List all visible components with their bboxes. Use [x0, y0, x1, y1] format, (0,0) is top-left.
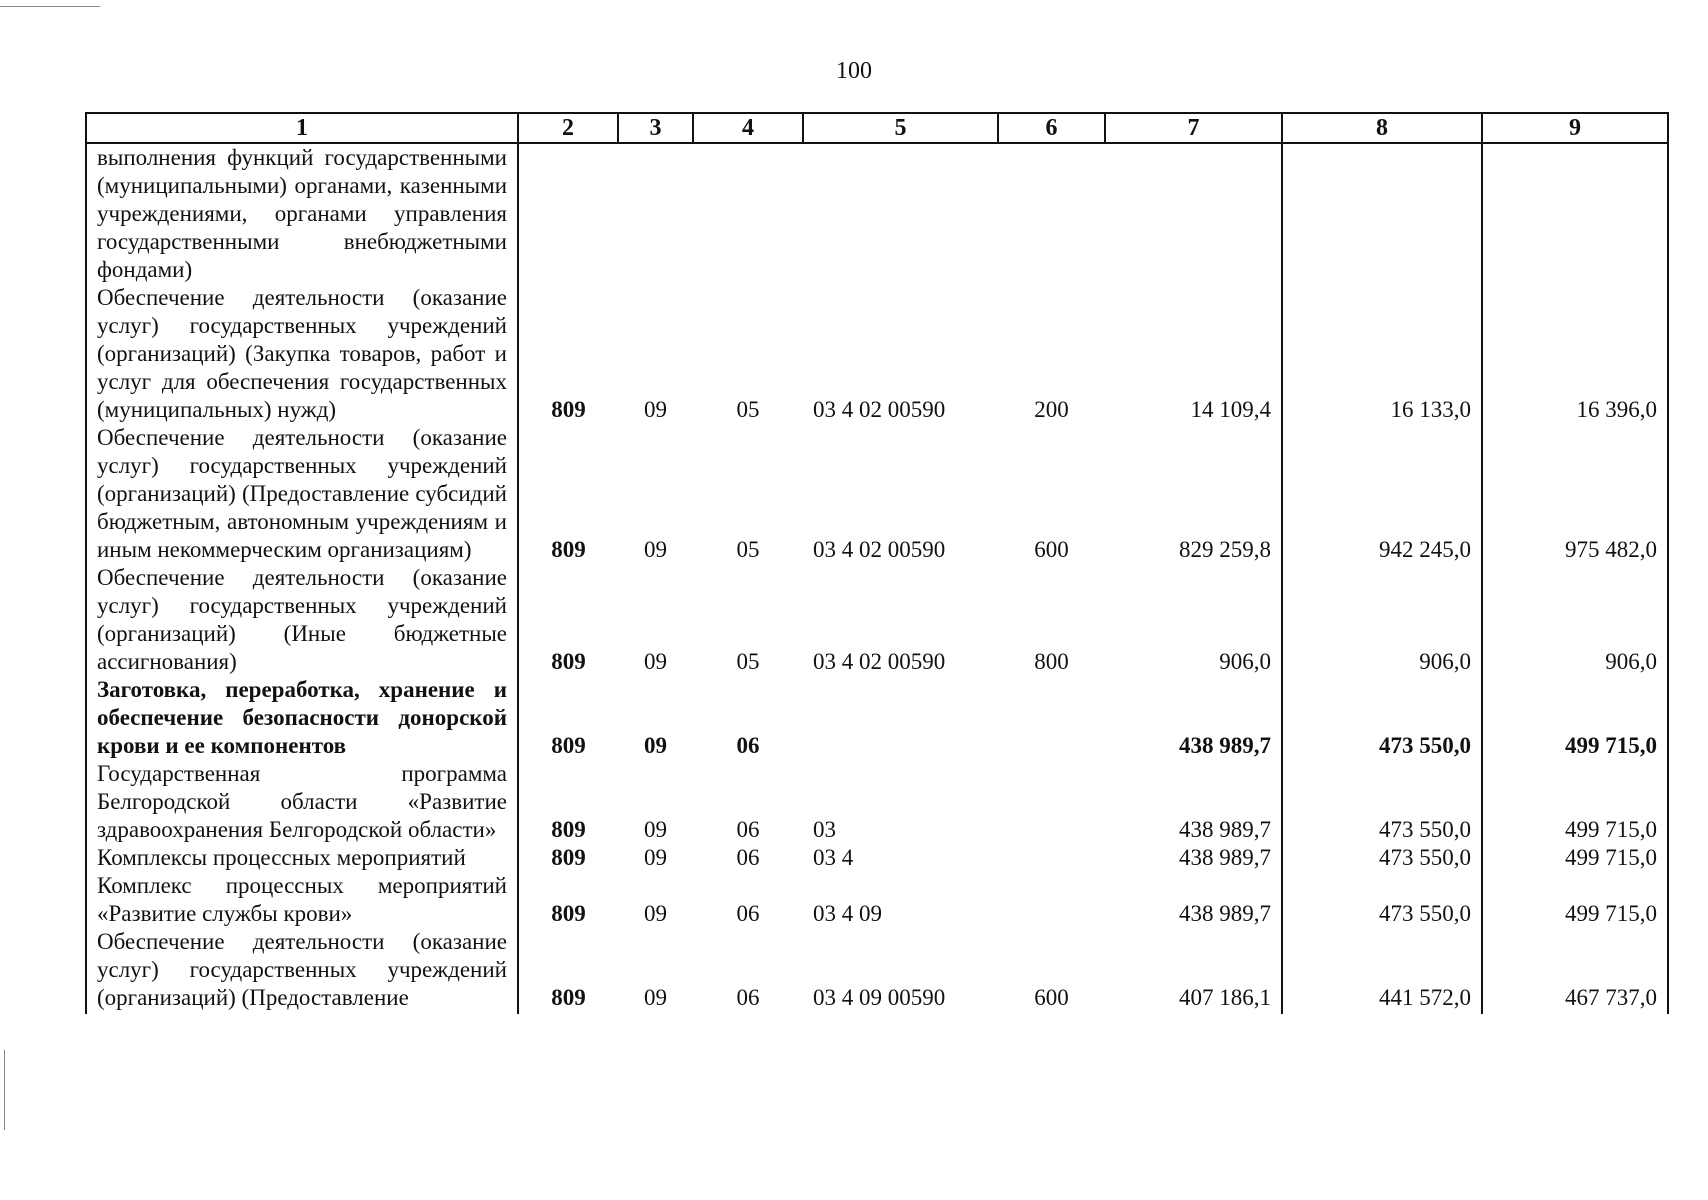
cell-col-7: 438 989,7 — [1105, 844, 1282, 872]
cell-col-3: 09 — [644, 845, 667, 870]
cell-col-4: 06 — [736, 733, 760, 758]
cell-col-8: 942 245,0 — [1282, 424, 1482, 564]
row-description: Комплекс процессных мероприятий «Развитие службы крови» — [86, 872, 518, 928]
cell-col-5: 03 4 09 — [813, 901, 882, 926]
cell-col-7: 438 989,7 — [1105, 760, 1282, 844]
page-number: 100 — [836, 58, 872, 84]
cell-col-4: 06 — [736, 901, 760, 926]
column-header: 4 — [693, 113, 803, 143]
table-row — [86, 928, 1668, 1014]
cell-col-2: 809 — [518, 676, 618, 760]
row-description: Обеспечение деятельности (оказание услуг) государственных учреждений (организаций) (Иные бюджетные ассигнования) — [86, 564, 518, 676]
scan-edge-line — [0, 6, 100, 7]
cell-col-6 — [998, 872, 1105, 928]
table-row — [86, 284, 1668, 424]
row-description: выполнения функций государственными (муниципальными) органами, казенными учреждениями, органами управления государственными внебюджетными фондами) — [86, 143, 518, 284]
cell-col-2: 809 — [518, 424, 618, 564]
cell-col-3: 09 — [644, 649, 667, 674]
table-row — [86, 844, 1668, 872]
cell-col-7: 438 989,7 — [1105, 872, 1282, 928]
column-header: 9 — [1482, 113, 1668, 143]
column-header: 5 — [803, 113, 998, 143]
table-row — [86, 676, 1668, 760]
cell-col-2: 809 — [518, 564, 618, 676]
cell-col-2: 809 — [518, 760, 618, 844]
cell-col-8: 16 133,0 — [1282, 284, 1482, 424]
cell-col-9: 499 715,0 — [1482, 676, 1668, 760]
cell-col-5: 03 4 09 00590 — [813, 985, 946, 1010]
column-header: 6 — [998, 113, 1105, 143]
cell-col-5 — [803, 676, 998, 760]
cell-col-6 — [998, 676, 1105, 760]
cell-col-6: 800 — [1034, 649, 1069, 674]
cell-col-7: 438 989,7 — [1105, 676, 1282, 760]
column-header: 8 — [1282, 113, 1482, 143]
cell-col-8: 473 550,0 — [1282, 844, 1482, 872]
cell-col-3: 09 — [644, 537, 667, 562]
cell-col-3 — [618, 143, 693, 284]
cell-col-6 — [998, 844, 1105, 872]
column-header: 3 — [618, 113, 693, 143]
cell-col-7: 407 186,1 — [1105, 928, 1282, 1014]
cell-col-2: 809 — [518, 872, 618, 928]
cell-col-8: 473 550,0 — [1282, 872, 1482, 928]
cell-col-7: 829 259,8 — [1105, 424, 1282, 564]
cell-col-2: 809 — [518, 928, 618, 1014]
column-header: 1 — [86, 113, 518, 143]
table-header-row — [86, 113, 1668, 143]
cell-col-6 — [998, 760, 1105, 844]
cell-col-2: 809 — [518, 844, 618, 872]
cell-col-4 — [693, 143, 803, 284]
cell-col-3: 09 — [644, 397, 667, 422]
cell-col-8: 473 550,0 — [1282, 676, 1482, 760]
cell-col-7: 14 109,4 — [1105, 284, 1282, 424]
cell-col-3: 09 — [644, 733, 667, 758]
cell-col-5: 03 4 02 00590 — [813, 397, 946, 422]
table-row — [86, 760, 1668, 844]
table-row — [86, 564, 1668, 676]
scan-edge-line — [4, 1050, 5, 1130]
cell-col-2: 809 — [518, 284, 618, 424]
budget-table — [85, 112, 1669, 1014]
cell-col-5 — [803, 143, 998, 284]
cell-col-6: 600 — [1034, 985, 1069, 1010]
cell-col-4: 06 — [736, 845, 760, 870]
cell-col-8 — [1282, 143, 1482, 284]
cell-col-4: 05 — [736, 537, 760, 562]
cell-col-5: 03 4 02 00590 — [813, 649, 946, 674]
row-description: Заготовка, переработка, хранение и обеспечение безопасности донорской крови и ее компонентов — [86, 676, 518, 760]
table-row — [86, 424, 1668, 564]
column-header: 7 — [1105, 113, 1282, 143]
cell-col-6: 200 — [1034, 397, 1069, 422]
cell-col-8: 906,0 — [1282, 564, 1482, 676]
cell-col-4: 05 — [736, 397, 760, 422]
row-description: Обеспечение деятельности (оказание услуг) государственных учреждений (организаций) (Предоставление — [86, 928, 518, 1014]
cell-col-6 — [998, 143, 1105, 284]
cell-col-9: 906,0 — [1482, 564, 1668, 676]
cell-col-9: 499 715,0 — [1482, 844, 1668, 872]
cell-col-7: 906,0 — [1105, 564, 1282, 676]
cell-col-5: 03 — [813, 817, 836, 842]
cell-col-5: 03 4 — [813, 845, 854, 870]
row-description: Обеспечение деятельности (оказание услуг) государственных учреждений (организаций) (Закупка товаров, работ и услуг для обеспечения государственных (муниципальных) нужд) — [86, 284, 518, 424]
row-description: Государственная программа Белгородской области «Развитие здравоохранения Белгородской области» — [86, 760, 518, 844]
cell-col-9: 499 715,0 — [1482, 872, 1668, 928]
cell-col-8: 473 550,0 — [1282, 760, 1482, 844]
cell-col-3: 09 — [644, 901, 667, 926]
cell-col-5: 03 4 02 00590 — [813, 537, 946, 562]
cell-col-9 — [1482, 143, 1668, 284]
cell-col-4: 05 — [736, 649, 760, 674]
cell-col-7 — [1105, 143, 1282, 284]
cell-col-2 — [518, 143, 618, 284]
column-header: 2 — [518, 113, 618, 143]
row-description: Комплексы процессных мероприятий — [86, 844, 518, 872]
row-description: Обеспечение деятельности (оказание услуг) государственных учреждений (организаций) (Предоставление субсидий бюджетным, автономным учреждениям и иным некоммерческим организациям) — [86, 424, 518, 564]
cell-col-3: 09 — [644, 817, 667, 842]
cell-col-9: 499 715,0 — [1482, 760, 1668, 844]
cell-col-8: 441 572,0 — [1282, 928, 1482, 1014]
table-row — [86, 143, 1668, 284]
table-row — [86, 872, 1668, 928]
cell-col-9: 467 737,0 — [1482, 928, 1668, 1014]
cell-col-3: 09 — [644, 985, 667, 1010]
cell-col-4: 06 — [736, 817, 760, 842]
cell-col-6: 600 — [1034, 537, 1069, 562]
cell-col-9: 16 396,0 — [1482, 284, 1668, 424]
cell-col-9: 975 482,0 — [1482, 424, 1668, 564]
cell-col-4: 06 — [736, 985, 760, 1010]
